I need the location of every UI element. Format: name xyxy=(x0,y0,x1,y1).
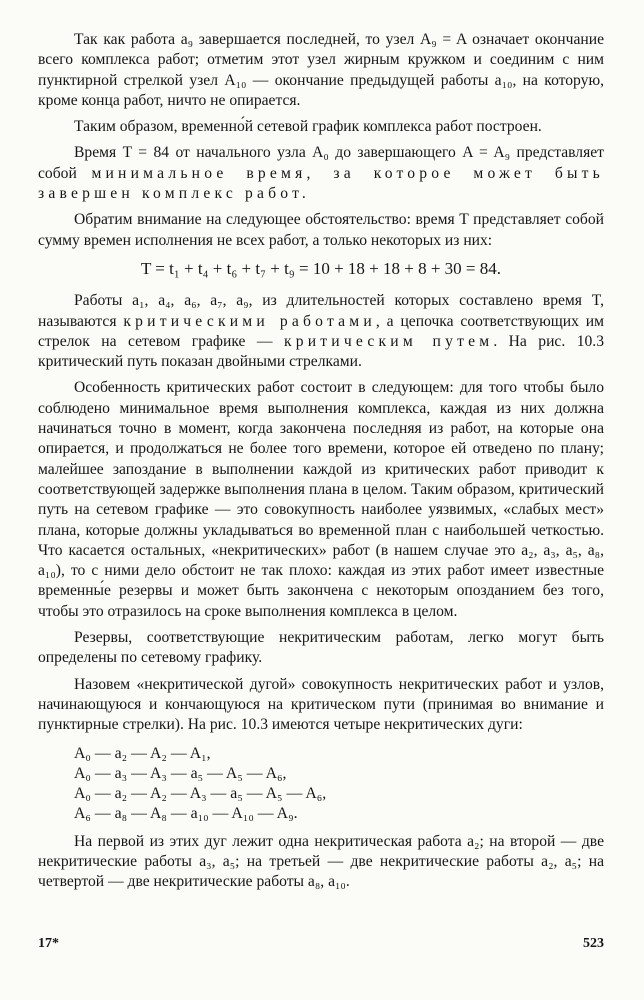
paragraph-4: Обратим внимание на следующее обстоятельство: время T представляет собой сумму времен исполнения не всех работ, а только некоторых из них: xyxy=(38,211,604,249)
arc-line: A₀ — a₃ — A₃ — a₅ — A₅ — A₆, xyxy=(74,764,287,782)
page-number: 523 xyxy=(583,936,604,951)
noncritical-arcs-list xyxy=(74,744,604,824)
paragraph-5-text-e: . На рис. 10.3 критический путь показан двойными стрелками. xyxy=(38,332,604,371)
paragraph-8: Назовем «некритической дугой» совокупность некритических работ и узлов, начинающуюся и кончающуюся на критическом пути (принимая во внимание и пунктирные стрелки). На рис. 10.3 имеются четыре некритических дуги: xyxy=(38,675,604,734)
critical-time-formula: T = t₁ + t₄ + t₆ + t₇ + t₉ = 10 + 18 + 18 + 8 + 30 = 84. xyxy=(140,258,502,278)
term-critical-path: критическим путем xyxy=(283,332,494,350)
paragraph-1: Так как работа a₉ завершается последней, то узел A₉ = A означает окончание всего комплекса работ; отметим этот узел жирным кружком и соединим с ним пунктирной стрелкой узел A₁₀ — окончание предыдущей работы a₁₀, на которую, кроме конца работ, ничто не опирается. xyxy=(38,31,604,109)
paragraph-5 xyxy=(38,291,604,372)
body-text xyxy=(38,30,604,898)
paragraph-7: Резервы, соответствующие некритическим работам, легко могут быть определены по сетевому графику. xyxy=(38,629,604,667)
paragraph-5-text-a: Работы a₁, a₄, a₆, a₇, a₉, из длительностей которых составлено время T, называются xyxy=(38,292,604,330)
paragraph-6: Особенность критических работ состоит в следующем: для того чтобы было соблюдено минимальное время выполнения комплекса, каждая из них должна начинаться точно в момент, когда закончена последняя из работ, на которые она опирается, и продолжаться не более того времени, которое ей отведено по плану; малейшее запоздание в выполнении каждой из критических работ приводит к соответствующей задержке выполнения плана в целом. Таким образом, критический путь на сетевом графике — это совокупность наиболее уязвимых, «слабых мест» плана, которые должны укладываться во временной план с наибольшей четкостью. Что касается остальных, «некритических» работ (в нашем случае это a₂, a₃, a₅, a₈, a₁₀), то с ними дело обстоит не так плохо: каждая из этих работ имеет известные временны́е резервы и может быть закончена с некоторым опозданием без того, чтобы это отразилось на сроке выполнения комплекса в целом. xyxy=(38,379,604,620)
arc-line: A₆ — a₈ — A₈ — a₁₀ — A₁₀ — A₉. xyxy=(74,804,298,822)
term-critical-works: критическими работами xyxy=(123,312,376,330)
arc-line: A₀ — a₂ — A₂ — A₁, xyxy=(74,744,211,762)
spaced-emphasis-min-time: минимальное время, за которое может быть завершен комплекс работ. xyxy=(38,164,604,203)
paragraph-3-text: Время T = 84 от начального узла A₀ до завершающего A = A₉ представляет собой xyxy=(38,144,604,182)
signature-mark: 17* xyxy=(38,936,59,951)
paragraph-3 xyxy=(38,143,604,204)
paragraph-5-text-c: , а цепочка соответствующих им стрелок на сетевом графике — xyxy=(38,312,604,350)
paragraph-9: На первой из этих дуг лежит одна некритическая работа a₂; на второй — две некритические работы a₃, a₅; на третьей — две некритические работы a₂, a₅; на четвертой — две некритические работы a₈, a₁₀. xyxy=(38,832,604,891)
arc-line: A₀ — a₂ — A₂ — A₃ — a₅ — A₅ — A₆, xyxy=(74,784,327,802)
paragraph-2: Таким образом, временно́й сетевой график комплекса работ построен. xyxy=(74,118,542,136)
